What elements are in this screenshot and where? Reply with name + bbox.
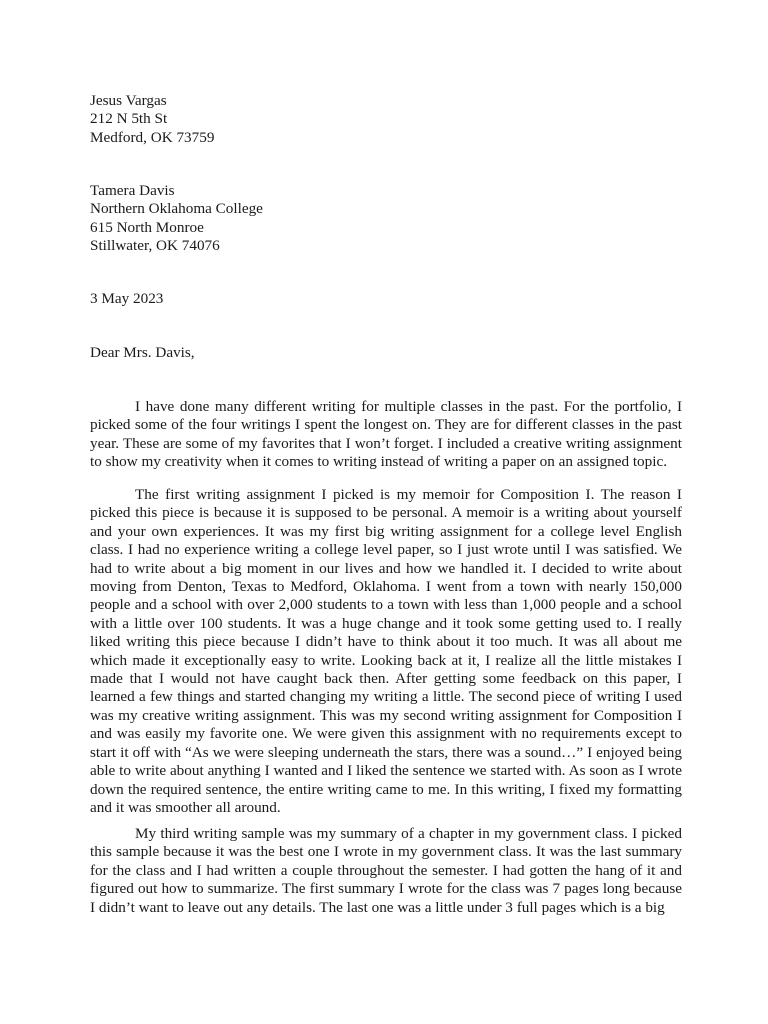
salutation-text: Dear Mrs. Davis, — [90, 344, 195, 361]
recipient-name: Tamera Davis — [90, 182, 175, 199]
recipient-address — [90, 182, 682, 256]
recipient-street: 615 North Monroe — [90, 218, 204, 236]
body-paragraph-third-sample: My third writing sample was my summary of a chapter in my government class. I picked this sample because it was the best one I wrote in my government class. It was the last summary for the class and I had written a couple throughout the semester. I had gotten the hang of it and figured out how to summarize. The first summary I wrote for the class was 7 pages long because I didn’t want to leave out any details. The last one was a little under 3 full pages which is a big — [90, 825, 682, 916]
date-text: 3 May 2023 — [90, 290, 164, 307]
sender-address — [90, 92, 682, 147]
body-paragraph-first-assignment: The first writing assignment I picked is my memoir for Composition I. The reason I picked this piece is because it is supposed to be personal. A memoir is a writing about yourself and your own experiences. It was my first big writing assignment for a college level English class. I had no experience writing a college level paper, so I just wrote until I was satisfied. We had to write about a big moment in our lives and how we handled it. I decided to write about moving from Denton, Texas to Medford, Oklahoma. I went from a town with nearly 150,000 people and a school with over 2,000 students to a town with less than 1,000 people and a school with a little over 100 students. It was a huge change and it took some getting used to. I really liked writing this piece because I didn’t have to think about it too much. It was all about me which made it exceptionally easy to write. Looking back at it, I realize all the little mistakes I made that I would not have caught back then. After getting some feedback on this paper, I learned a few things and started changing my writing a little. The second piece of writing I used was my creative writing assignment. This was my second writing assignment for Composition I and was easily my favorite one. We were given this assignment with no requirements except to start it off with “As we were sleeping underneath the stars, there was a sound…” I enjoyed being able to write about anything I wanted and I liked the sentence we started with. As soon as I wrote down the required sentence, the entire writing came to me. In this writing, I fixed my formatting and it was smoother all around. — [90, 486, 682, 816]
letter-date — [90, 290, 682, 308]
sender-city-state-zip: Medford, OK 73759 — [90, 128, 215, 146]
recipient-organization: Northern Oklahoma College — [90, 200, 263, 218]
body-paragraph-intro: I have done many different writing for multiple classes in the past. For the portfolio, I picked some of the four writings I spent the longest on. They are for different classes in the past year. These are some of my favorites that I won’t forget. I included a creative writing assignment to show my creativity when it comes to writing instead of writing a paper on an assigned topic. — [90, 398, 682, 471]
recipient-city-state-zip: Stillwater, OK 74076 — [90, 237, 220, 255]
sender-name: Jesus Vargas — [90, 92, 167, 109]
sender-street: 212 N 5th St — [90, 110, 168, 128]
salutation — [90, 344, 682, 362]
